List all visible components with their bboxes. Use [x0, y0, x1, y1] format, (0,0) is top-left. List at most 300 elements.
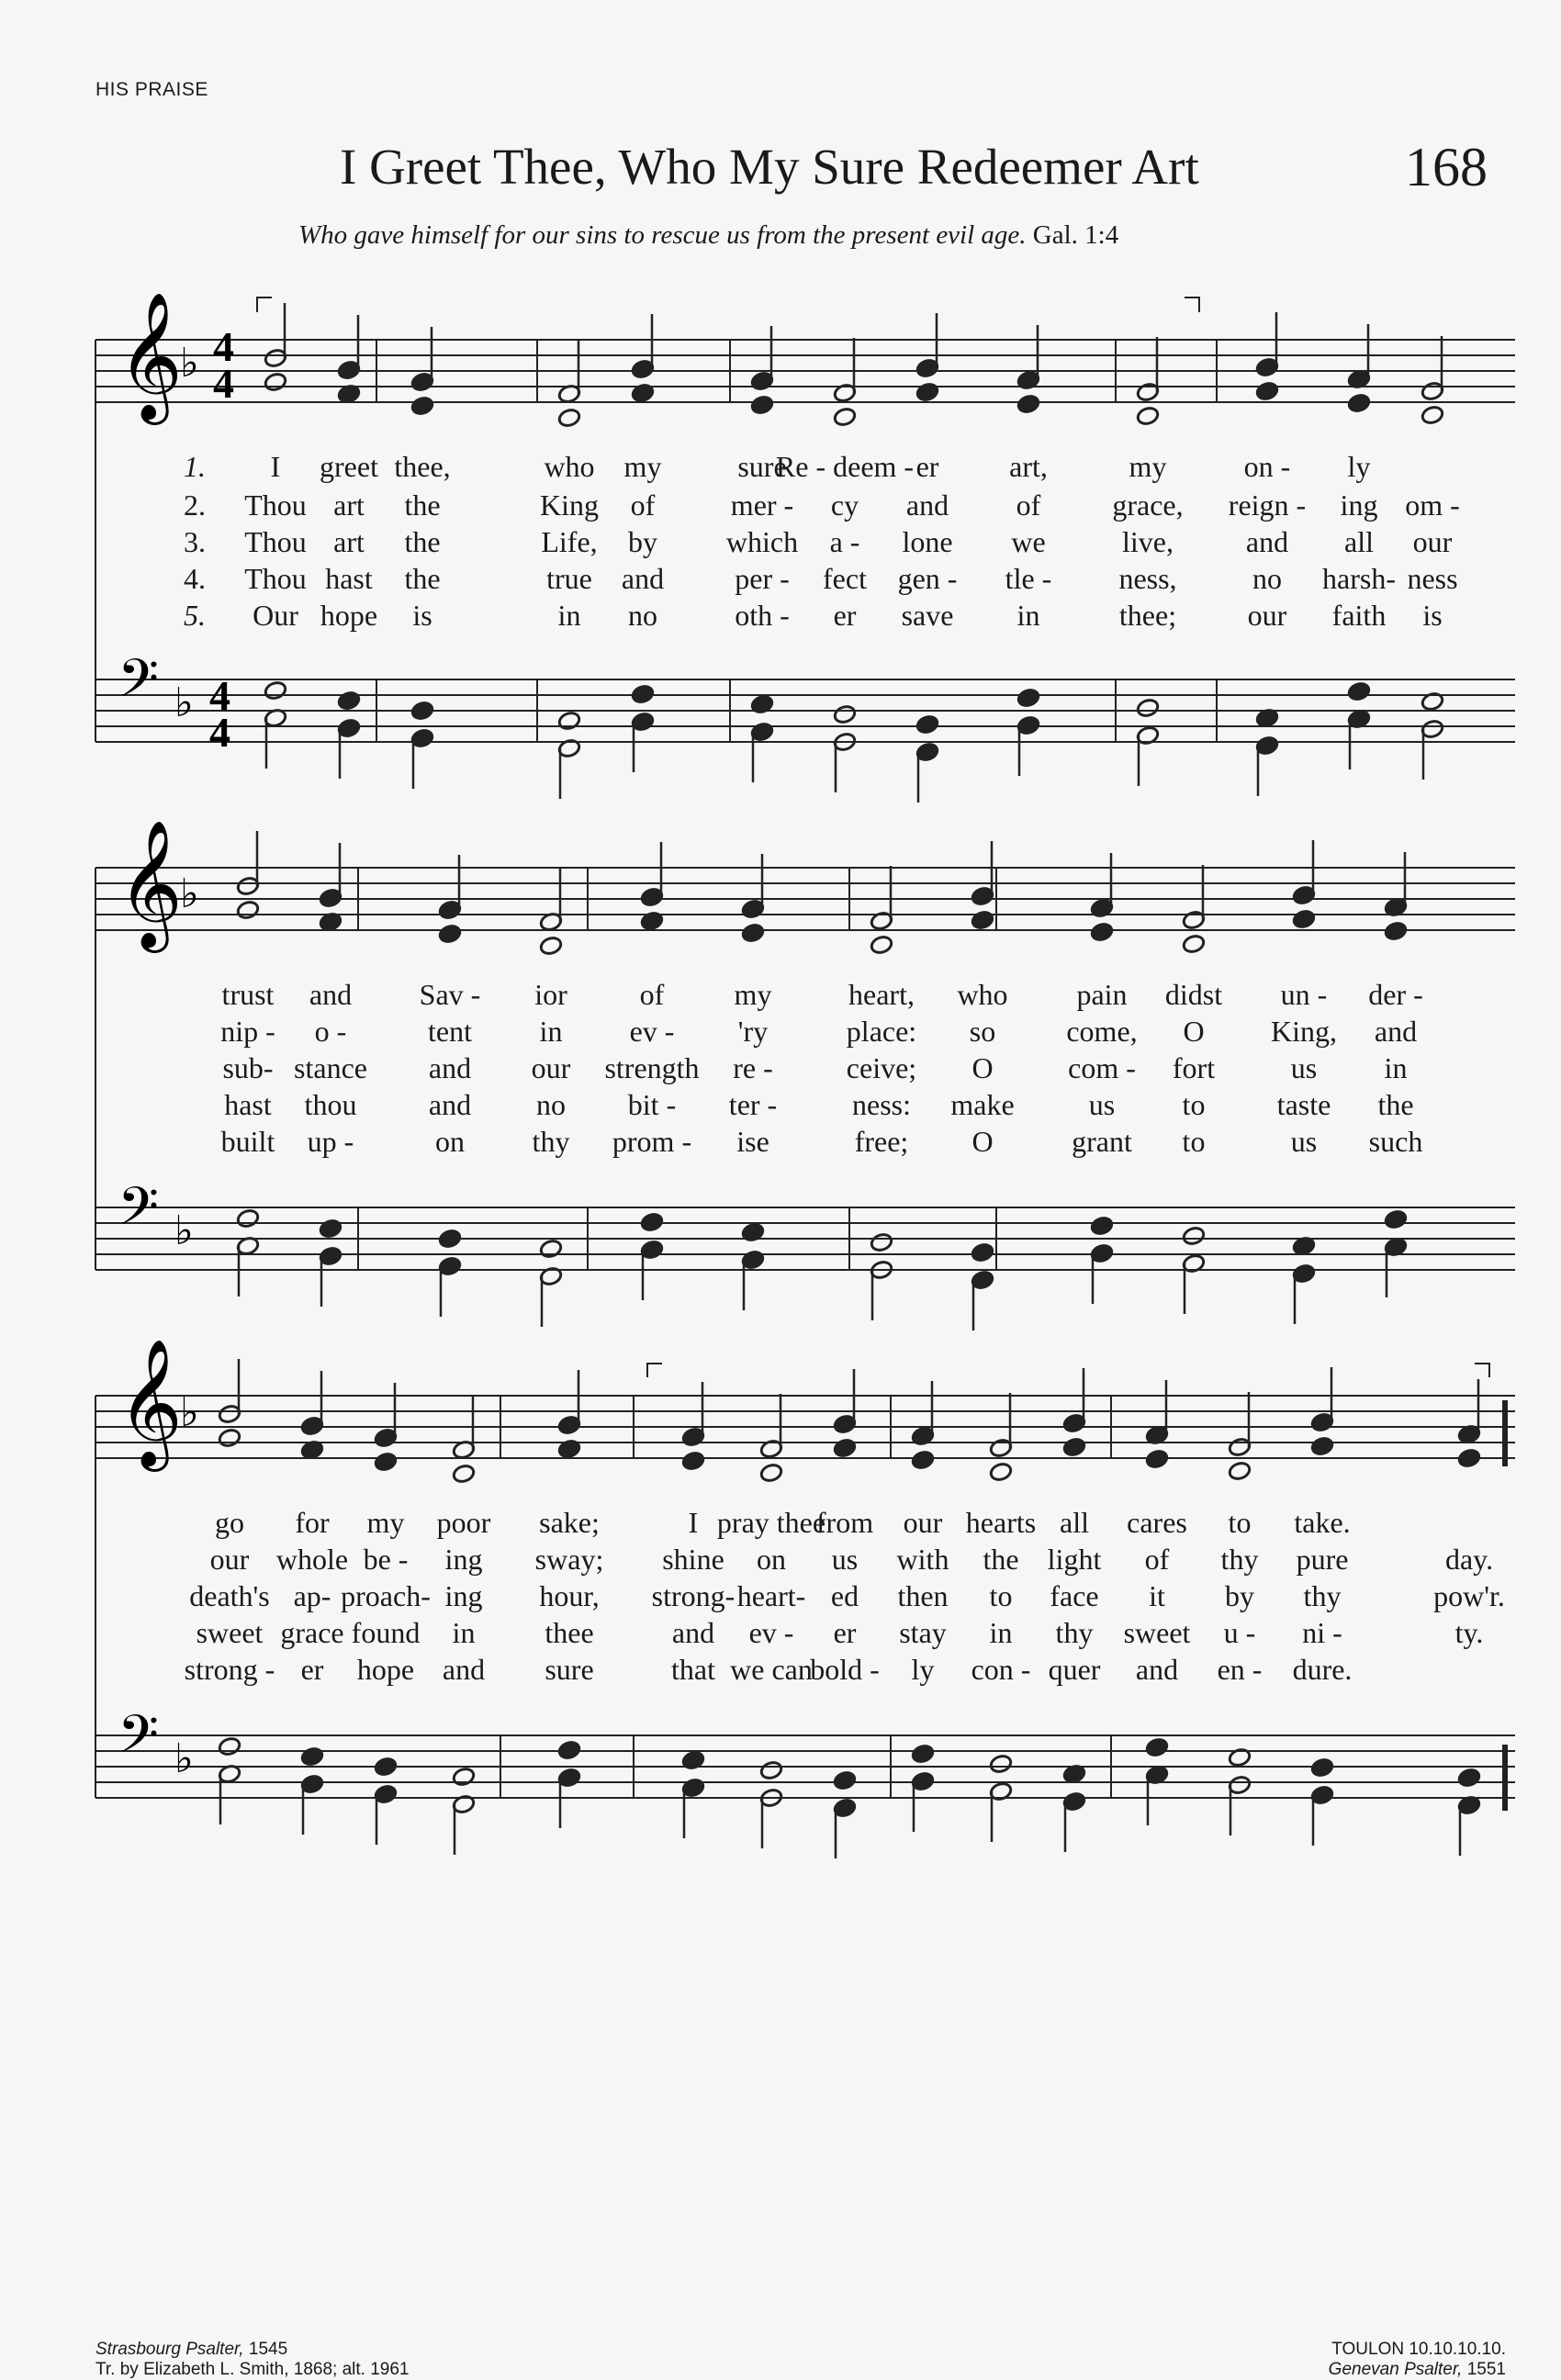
lyric-syllable: is	[1422, 599, 1443, 632]
note-head	[557, 1740, 581, 1761]
lyric-syllable: the	[983, 1543, 1019, 1576]
note-head	[1347, 681, 1371, 702]
lyric-syllable: sway;	[534, 1543, 604, 1576]
note-head	[759, 1463, 783, 1484]
lyric-syllable: built	[220, 1125, 275, 1158]
note-head	[833, 704, 857, 725]
lyric-syllable: hearts	[965, 1506, 1037, 1539]
lyric-syllable: cares	[1127, 1506, 1187, 1539]
lyric-syllable: fort	[1172, 1051, 1216, 1084]
lyric-syllable: didst	[1164, 978, 1223, 1011]
lyric-syllable: light	[1047, 1543, 1102, 1576]
svg-text:4: 4	[209, 709, 230, 756]
verse-number: 4.	[184, 562, 206, 595]
lyric-syllable: no	[1252, 562, 1282, 595]
lyric-syllable: strong -	[184, 1653, 275, 1686]
lyric-syllable: art	[333, 488, 365, 522]
lyric-syllable: re -	[733, 1051, 773, 1084]
note-head	[1090, 922, 1114, 943]
hymn-title: I Greet Thee, Who My Sure Redeemer Art	[340, 139, 1199, 195]
lyric-syllable: who	[544, 450, 595, 483]
lyric-syllable: on -	[1243, 450, 1291, 483]
note-head	[236, 1208, 260, 1229]
lyric-syllable: trust	[221, 978, 275, 1011]
treble-clef-icon: 𝄞	[118, 292, 183, 420]
lyric-syllable: no	[536, 1088, 566, 1121]
lyric-syllable: found	[351, 1616, 421, 1649]
note-head	[1182, 934, 1206, 955]
lyric-syllable: faith	[1331, 599, 1387, 632]
source-year: 1545	[248, 2340, 288, 2359]
note-head	[915, 714, 939, 735]
note-head	[915, 382, 939, 403]
lyric-syllable: our	[1412, 525, 1453, 558]
tune-source: Genevan Psalter,	[1328, 2360, 1463, 2379]
lyric-syllable: quer	[1048, 1653, 1101, 1686]
lyric-syllable: ly	[1347, 450, 1371, 483]
lyric-syllable: in	[1384, 1051, 1408, 1084]
lyric-syllable: in	[539, 1015, 563, 1048]
note-head	[218, 1428, 241, 1449]
lyric-syllable: dure.	[1292, 1653, 1353, 1686]
lyric-syllable: er	[915, 450, 939, 483]
note-head	[1384, 921, 1408, 942]
lyric-syllable: bit -	[627, 1088, 677, 1121]
lyric-syllable: sweet	[1123, 1616, 1191, 1649]
note-head	[319, 1218, 343, 1240]
lyric-syllable: ceive;	[846, 1051, 917, 1084]
lyric-syllable: Thou	[244, 525, 307, 558]
lyric-syllable: day.	[1444, 1543, 1494, 1576]
lyric-syllable: I	[270, 450, 281, 483]
bass-clef-icon: 𝄢	[118, 1175, 160, 1251]
verse-number: 2.	[184, 488, 206, 522]
lyric-syllable: with	[896, 1543, 949, 1576]
note-head	[218, 1736, 241, 1757]
note-head	[1457, 1448, 1481, 1469]
lyric-syllable: oth -	[735, 599, 790, 632]
lyric-syllable: and	[671, 1616, 715, 1649]
lyric-syllable: by	[628, 525, 657, 558]
tune-name: TOULON 10.10.10.10.	[1331, 2340, 1506, 2359]
flat-icon: ♭	[180, 870, 199, 917]
lyric-syllable: om -	[1405, 488, 1460, 522]
lyric-syllable: taste	[1276, 1088, 1331, 1121]
lyric-syllable: take.	[1294, 1506, 1351, 1539]
svg-text:4: 4	[209, 672, 230, 719]
lyric-syllable: from	[815, 1506, 874, 1539]
lyric-syllable: and	[428, 1088, 472, 1121]
note-head	[640, 1212, 664, 1233]
lyric-syllable: pain	[1076, 978, 1128, 1011]
note-head	[1090, 1216, 1114, 1237]
lyric-syllable: in	[989, 1616, 1013, 1649]
lyric-syllable: by	[1225, 1579, 1254, 1612]
lyric-syllable: free;	[854, 1125, 909, 1158]
lyric-syllable: u -	[1223, 1616, 1256, 1649]
lyric-syllable: ly	[911, 1653, 935, 1686]
lyric-syllable: thee,	[394, 450, 451, 483]
lyric-syllable: in	[557, 599, 581, 632]
note-head	[410, 396, 434, 417]
lyric-syllable: ness,	[1118, 562, 1177, 595]
final-barline	[1502, 1745, 1508, 1811]
lyric-syllable: whole	[275, 1543, 349, 1576]
lyric-syllable: ni -	[1302, 1616, 1342, 1649]
lyric-syllable: en -	[1217, 1653, 1263, 1686]
lyric-syllable: and	[905, 488, 949, 522]
lyric-syllable: be -	[363, 1543, 409, 1576]
lyric-syllable: and	[1135, 1653, 1179, 1686]
lyric-syllable: heart-	[736, 1579, 806, 1612]
lyric-syllable: so	[969, 1015, 996, 1048]
note-head	[557, 408, 581, 429]
footer-left	[95, 2340, 410, 2380]
note-head	[971, 910, 994, 931]
lyric-syllable: grace,	[1112, 488, 1184, 522]
lyric-syllable: pray thee	[716, 1506, 826, 1539]
lyric-syllable: ev -	[748, 1616, 794, 1649]
phrase-bracket	[1475, 1364, 1489, 1377]
lyric-syllable: ior	[534, 978, 567, 1011]
lyric-syllable: lone	[902, 525, 953, 558]
flat-icon: ♭	[174, 679, 194, 726]
lyric-syllable: no	[628, 599, 657, 632]
lyric-syllable: hope	[356, 1653, 415, 1686]
note-head	[452, 1767, 476, 1788]
note-head	[1136, 698, 1160, 719]
note-head	[236, 900, 260, 921]
note-head	[1457, 1768, 1481, 1789]
note-head	[870, 1232, 893, 1253]
lyric-syllable: of	[1016, 488, 1041, 522]
lyric-syllable: all	[1344, 525, 1374, 558]
lyric-syllable: sub-	[222, 1051, 274, 1084]
lyric-syllable: place:	[846, 1015, 917, 1048]
lyric-syllable: which	[725, 525, 799, 558]
lyric-syllable: ap-	[293, 1579, 331, 1612]
lyric-syllable: the	[404, 488, 441, 522]
lyric-syllable: pow'r.	[1433, 1579, 1505, 1612]
lyric-syllable: a -	[829, 525, 860, 558]
note-head	[1062, 1437, 1086, 1458]
lyric-syllable: ter -	[728, 1088, 778, 1121]
lyric-syllable: ing	[444, 1543, 483, 1576]
lyric-syllable: strength	[604, 1051, 700, 1084]
lyric-syllable: proach-	[341, 1579, 431, 1612]
note-head	[539, 936, 563, 957]
lyric-syllable: true	[546, 562, 592, 595]
hymn-number: 168	[1405, 137, 1488, 197]
flat-icon: ♭	[180, 340, 199, 387]
lyric-syllable: ing	[1340, 488, 1378, 522]
lyric-syllable: fect	[823, 562, 867, 595]
lyric-syllable: King,	[1271, 1015, 1337, 1048]
note-head	[1347, 393, 1371, 414]
note-head	[1182, 1226, 1206, 1247]
note-head	[681, 1451, 705, 1472]
bass-clef-icon: 𝄢	[118, 647, 160, 723]
lyric-syllable: er	[300, 1653, 324, 1686]
note-head	[539, 1239, 563, 1260]
note-head	[971, 1242, 994, 1263]
lyric-syllable: and	[1374, 1015, 1418, 1048]
lyric-syllable: we can	[730, 1653, 813, 1686]
note-head	[750, 395, 774, 416]
lyric-syllable: my	[366, 1506, 405, 1539]
lyric-syllable: King	[540, 488, 599, 522]
phrase-bracket	[1185, 298, 1199, 312]
note-head	[1310, 1757, 1334, 1779]
note-head	[557, 711, 581, 732]
lyric-syllable: hope	[320, 599, 378, 632]
note-head	[833, 407, 857, 428]
note-head	[1228, 1461, 1252, 1482]
lyric-syllable: it	[1149, 1579, 1165, 1612]
lyric-syllable: pure	[1296, 1543, 1349, 1576]
note-head	[374, 1452, 398, 1473]
lyric-syllable: death's	[189, 1579, 270, 1612]
lyric-syllable: and	[1245, 525, 1289, 558]
lyric-syllable: for	[295, 1506, 330, 1539]
lyric-syllable: that	[671, 1653, 715, 1686]
lyric-syllable: ty.	[1454, 1616, 1484, 1649]
lyric-syllable: sweet	[196, 1616, 264, 1649]
lyric-syllable: per -	[735, 562, 790, 595]
lyric-syllable: strong-	[651, 1579, 736, 1612]
lyric-syllable: Thou	[244, 488, 307, 522]
lyric-syllable: such	[1368, 1125, 1423, 1158]
lyric-syllable: Sav -	[419, 978, 481, 1011]
lyric-syllable: art,	[1009, 450, 1048, 483]
lyric-syllable: ness:	[852, 1088, 911, 1121]
flat-icon: ♭	[174, 1207, 194, 1254]
lyric-syllable: grace	[280, 1616, 344, 1649]
lyric-syllable: thy	[1220, 1543, 1259, 1576]
svg-text:4: 4	[213, 360, 234, 407]
lyric-syllable: live,	[1122, 525, 1174, 558]
lyric-syllable: my	[734, 978, 772, 1011]
lyric-syllable: our	[903, 1506, 943, 1539]
lyric-syllable: thee;	[1118, 599, 1177, 632]
note-head	[337, 690, 361, 712]
lyric-syllable: thy	[532, 1125, 570, 1158]
lyric-syllable: all	[1060, 1506, 1089, 1539]
note-head	[1145, 1449, 1169, 1470]
note-head	[1292, 909, 1316, 930]
lyric-syllable: greet	[320, 450, 378, 483]
verse-number: 1.	[184, 450, 206, 483]
lyric-syllable: poor	[436, 1506, 491, 1539]
lyric-syllable: tle -	[1005, 562, 1052, 595]
lyric-syllable: shine	[662, 1543, 724, 1576]
lyric-syllable: reign -	[1228, 488, 1307, 522]
note-head	[989, 1462, 1013, 1483]
lyric-syllable: tent	[428, 1015, 472, 1048]
lyric-syllable: un -	[1280, 978, 1328, 1011]
lyric-syllable: come,	[1066, 1015, 1138, 1048]
scripture-text: Who gave himself for our sins to rescue us from the present evil age.	[298, 220, 1027, 250]
lyric-syllable: ed	[830, 1579, 859, 1612]
lyric-syllable: to	[1182, 1125, 1206, 1158]
lyric-syllable: Life,	[541, 525, 598, 558]
lyric-syllable: art	[333, 525, 365, 558]
lyric-syllable: save	[901, 599, 954, 632]
note-head	[631, 684, 655, 705]
lyric-syllable: Our	[253, 599, 298, 632]
lyric-syllable: er	[833, 1616, 857, 1649]
note-head	[374, 1757, 398, 1778]
lyric-syllable: to	[1182, 1088, 1206, 1121]
lyric-syllable: in	[1016, 599, 1040, 632]
lyric-syllable: sure	[737, 450, 787, 483]
note-head	[833, 1438, 857, 1459]
lyric-syllable: bold -	[810, 1653, 880, 1686]
lyric-syllable: the	[1377, 1088, 1414, 1121]
lyric-syllable: our	[531, 1051, 571, 1084]
lyric-syllable: we	[1011, 525, 1046, 558]
note-head	[911, 1450, 935, 1471]
source-name: Strasbourg Psalter,	[95, 2340, 244, 2359]
lyric-syllable: hast	[325, 562, 373, 595]
tune-year: 1551	[1466, 2360, 1506, 2379]
lyric-syllable: hour,	[539, 1579, 600, 1612]
note-head	[264, 680, 287, 702]
lyric-syllable: ise	[736, 1125, 769, 1158]
final-barline	[1502, 1400, 1508, 1466]
note-head	[300, 1746, 324, 1768]
note-head	[1384, 1209, 1408, 1230]
lyric-syllable: us	[1290, 1125, 1318, 1158]
lyric-syllable: on	[435, 1125, 465, 1158]
lyric-syllable: Re - deem -	[775, 450, 915, 483]
bass-clef-icon: 𝄢	[118, 1703, 160, 1779]
lyric-syllable: of	[639, 978, 665, 1011]
note-head	[833, 1770, 857, 1791]
lyric-syllable: mer -	[730, 488, 794, 522]
lyric-syllable: Thou	[244, 562, 307, 595]
note-head	[1016, 394, 1040, 415]
note-head	[1255, 381, 1279, 402]
lyric-syllable: go	[215, 1506, 244, 1539]
lyric-syllable: to	[1228, 1506, 1252, 1539]
lyric-syllable: our	[209, 1543, 250, 1576]
note-head	[1016, 688, 1040, 709]
lyric-syllable: cy	[830, 488, 859, 522]
lyric-syllable: us	[831, 1543, 859, 1576]
note-head	[452, 1464, 476, 1485]
lyric-syllable: of	[1144, 1543, 1170, 1576]
lyric-syllable: to	[989, 1579, 1013, 1612]
lyric-syllable: then	[897, 1579, 949, 1612]
translation-credit: Tr. by Elizabeth L. Smith, 1868; alt. 1961	[95, 2360, 410, 2379]
lyric-syllable: sure	[545, 1653, 594, 1686]
lyric-syllable: com -	[1068, 1051, 1136, 1084]
lyric-syllable: in	[452, 1616, 476, 1649]
book-title: HIS PRAISE	[95, 79, 208, 100]
verse-number: 5.	[184, 599, 206, 632]
note-head	[264, 372, 287, 393]
time-signature	[209, 323, 234, 756]
note-head	[989, 1754, 1013, 1775]
note-head	[911, 1744, 935, 1765]
lyric-syllable: harsh-	[1322, 562, 1396, 595]
note-head	[1310, 1436, 1334, 1457]
lyric-syllable: face	[1050, 1579, 1099, 1612]
note-head	[870, 935, 893, 956]
lyric-syllable: ness	[1407, 562, 1458, 595]
lyric-syllable: o -	[314, 1015, 347, 1048]
lyric-syllable: the	[404, 562, 441, 595]
lyric-syllable: and	[309, 978, 353, 1011]
lyric-syllable: nip -	[220, 1015, 275, 1048]
lyric-syllable: I	[688, 1506, 699, 1539]
verse-number: 3.	[184, 525, 206, 558]
flat-icon: ♭	[174, 1735, 194, 1782]
lyric-syllable: thy	[1303, 1579, 1342, 1612]
lyric-syllable: up -	[307, 1125, 354, 1158]
lyric-syllable: us	[1290, 1051, 1318, 1084]
lyric-syllable: and	[442, 1653, 486, 1686]
note-head	[438, 924, 462, 945]
lyric-syllable: who	[957, 978, 1008, 1011]
note-head	[410, 701, 434, 722]
lyric-syllable: prom -	[612, 1125, 692, 1158]
lyric-syllable: on	[757, 1543, 786, 1576]
lyric-syllable: is	[412, 599, 432, 632]
lyric-syllable: us	[1088, 1088, 1116, 1121]
scripture-citation: Gal. 1:4	[1032, 220, 1119, 250]
lyric-syllable: O	[1183, 1015, 1205, 1048]
lyric-syllable: make	[950, 1088, 1015, 1121]
lyric-syllable: O	[971, 1051, 994, 1084]
lyric-syllable: ev -	[629, 1015, 675, 1048]
note-head	[1421, 405, 1444, 426]
lyric-syllable: 'ry	[737, 1015, 769, 1048]
note-head	[1136, 406, 1160, 427]
lyric-syllable: gen -	[897, 562, 958, 595]
lyric-syllable: my	[1129, 450, 1167, 483]
lyric-syllable: my	[623, 450, 662, 483]
lyric-syllable: O	[971, 1125, 994, 1158]
note-head	[759, 1760, 783, 1781]
note-head	[438, 1229, 462, 1250]
lyric-syllable: ing	[444, 1579, 483, 1612]
treble-clef-icon: 𝄞	[118, 1339, 183, 1466]
lyric-syllable: grant	[1072, 1125, 1132, 1158]
lyric-syllable: and	[428, 1051, 472, 1084]
lyric-syllable: thy	[1055, 1616, 1094, 1649]
lyric-syllable: stay	[899, 1616, 947, 1649]
svg-text:4: 4	[213, 323, 234, 370]
phrase-bracket	[647, 1364, 662, 1377]
lyric-syllable: hast	[224, 1088, 272, 1121]
lyric-syllable: der -	[1368, 978, 1423, 1011]
lyric-syllable: thee	[545, 1616, 594, 1649]
lyric-syllable: stance	[294, 1051, 367, 1084]
lyric-syllable: and	[621, 562, 665, 595]
note-head	[741, 923, 765, 944]
lyric-syllable: thou	[304, 1088, 357, 1121]
lyric-syllable: the	[404, 525, 441, 558]
phrase-bracket	[257, 298, 272, 312]
lyric-syllable: heart,	[848, 978, 915, 1011]
treble-clef-icon: 𝄞	[118, 820, 183, 948]
lyric-syllable: er	[833, 599, 857, 632]
flat-icon: ♭	[180, 1389, 199, 1436]
lyric-syllable: sake;	[539, 1506, 600, 1539]
lyric-syllable: of	[630, 488, 656, 522]
